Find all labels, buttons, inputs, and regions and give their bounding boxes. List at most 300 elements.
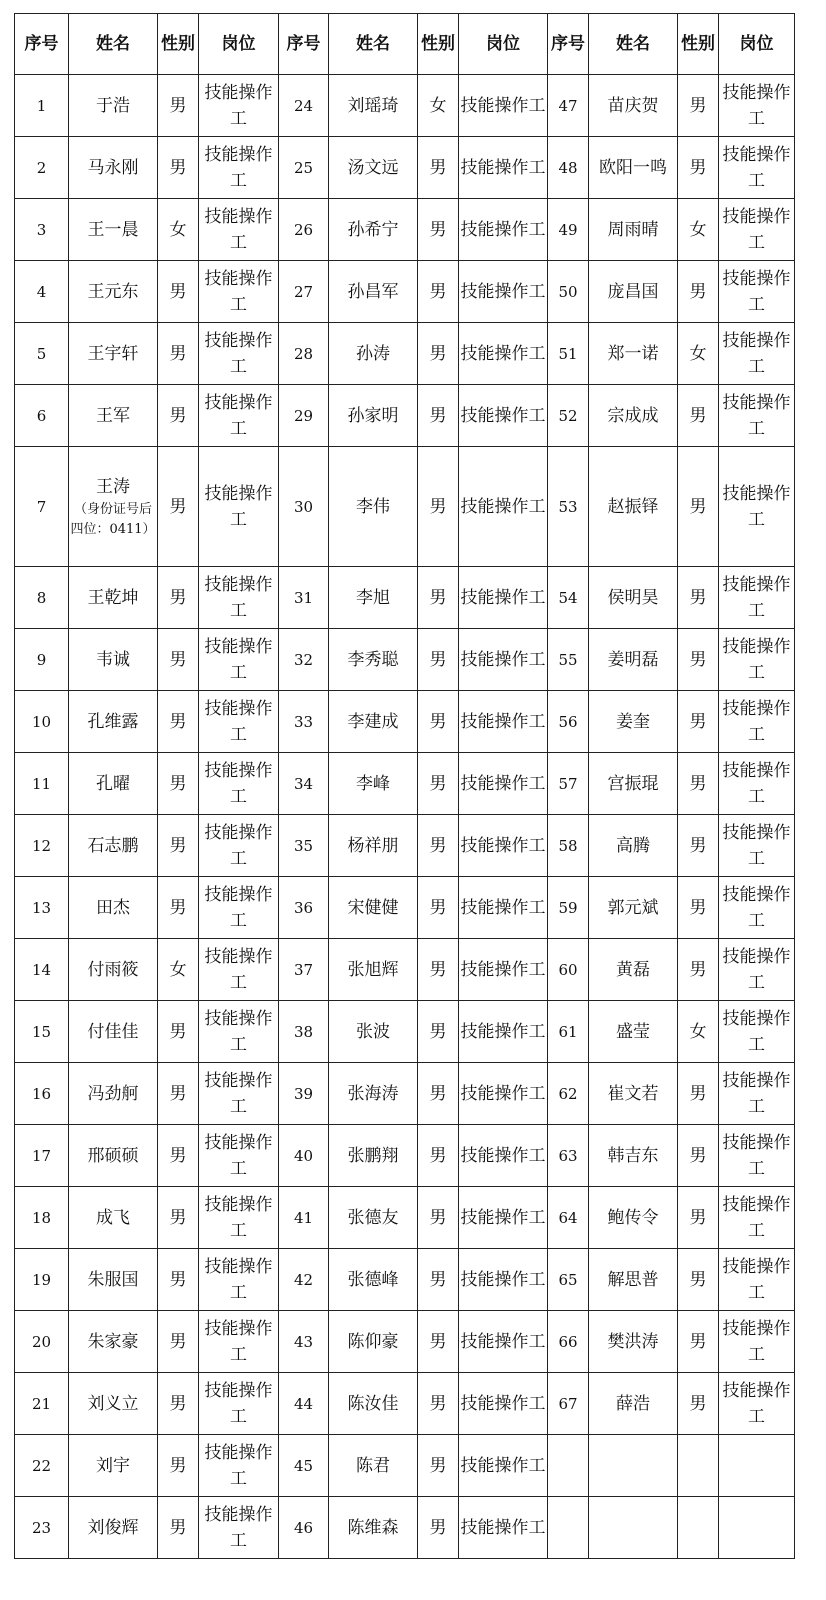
cell-gender: 男 [158,447,199,567]
cell-post: 技能操作工 [199,1125,279,1187]
roster-table [14,13,795,1559]
person-name: 王涛 [96,476,130,497]
cell-index: 6 [15,385,69,447]
cell-index: 41 [279,1187,329,1249]
cell-index: 57 [548,753,589,815]
cell-gender: 男 [418,567,459,629]
cell-post: 技能操作工 [199,1373,279,1435]
cell-post: 技能操作工 [199,1311,279,1373]
cell-post: 技能操作工 [459,199,548,261]
cell-index: 67 [548,1373,589,1435]
cell-gender: 男 [158,75,199,137]
table-row [15,815,795,877]
cell-post: 技能操作工 [459,877,548,939]
cell-index: 51 [548,323,589,385]
cell-index: 40 [279,1125,329,1187]
header-name: 姓名 [69,14,158,75]
cell-index: 10 [15,691,69,753]
cell-name: 刘宇 [69,1435,158,1497]
cell-gender: 男 [418,1311,459,1373]
cell-name: 陈仰豪 [329,1311,418,1373]
cell-name: 苗庆贺 [589,75,678,137]
cell-index: 37 [279,939,329,1001]
cell-name: 邢硕硕 [69,1125,158,1187]
cell-post: 技能操作工 [199,1497,279,1559]
cell-name: 王宇轩 [69,323,158,385]
cell-index: 65 [548,1249,589,1311]
cell-index: 66 [548,1311,589,1373]
cell-gender: 男 [158,877,199,939]
cell-index: 64 [548,1187,589,1249]
table-row [15,323,795,385]
cell-gender: 男 [678,1125,719,1187]
cell-post: 技能操作工 [719,1373,795,1435]
cell-index: 49 [548,199,589,261]
cell-name: 王军 [69,385,158,447]
table-row [15,1063,795,1125]
cell-index: 19 [15,1249,69,1311]
cell-name: 孙希宁 [329,199,418,261]
cell-index: 22 [15,1435,69,1497]
empty-cell [719,1497,795,1559]
cell-post: 技能操作工 [719,1063,795,1125]
cell-name: 孙昌军 [329,261,418,323]
table-row [15,939,795,1001]
cell-name: 周雨晴 [589,199,678,261]
cell-index: 60 [548,939,589,1001]
header-index: 序号 [15,14,69,75]
cell-index: 43 [279,1311,329,1373]
cell-name: 侯明昊 [589,567,678,629]
cell-index: 21 [15,1373,69,1435]
cell-gender: 男 [158,1125,199,1187]
cell-post: 技能操作工 [719,939,795,1001]
cell-index: 53 [548,447,589,567]
table-row [15,1311,795,1373]
cell-name: 宫振琨 [589,753,678,815]
table-row [15,75,795,137]
cell-post: 技能操作工 [459,939,548,1001]
table-row [15,1249,795,1311]
cell-index: 16 [15,1063,69,1125]
cell-name: 李秀聪 [329,629,418,691]
cell-name: 马永刚 [69,137,158,199]
cell-gender: 男 [418,1063,459,1125]
cell-index: 31 [279,567,329,629]
cell-gender: 女 [158,939,199,1001]
cell-gender: 女 [418,75,459,137]
header-index: 序号 [548,14,589,75]
cell-index: 12 [15,815,69,877]
cell-post: 技能操作工 [199,1063,279,1125]
cell-gender: 女 [158,199,199,261]
cell-gender: 男 [158,1311,199,1373]
empty-cell [548,1497,589,1559]
cell-post: 技能操作工 [199,939,279,1001]
cell-name: 孙家明 [329,385,418,447]
header-gender: 性别 [158,14,199,75]
cell-gender: 男 [678,137,719,199]
cell-name: 陈君 [329,1435,418,1497]
cell-gender: 男 [678,1311,719,1373]
cell-post: 技能操作工 [199,1001,279,1063]
table-row [15,567,795,629]
cell-post: 技能操作工 [199,261,279,323]
cell-name: 张德友 [329,1187,418,1249]
cell-post: 技能操作工 [719,1125,795,1187]
cell-post: 技能操作工 [719,1249,795,1311]
empty-cell [589,1435,678,1497]
cell-index: 35 [279,815,329,877]
cell-name: 宋健健 [329,877,418,939]
cell-post: 技能操作工 [199,691,279,753]
cell-index: 5 [15,323,69,385]
table-row [15,385,795,447]
cell-post: 技能操作工 [719,753,795,815]
table-row [15,137,795,199]
cell-name: 于浩 [69,75,158,137]
cell-gender: 男 [418,1187,459,1249]
cell-name: 郑一诺 [589,323,678,385]
cell-post: 技能操作工 [459,629,548,691]
cell-post: 技能操作工 [719,815,795,877]
cell-gender: 男 [158,385,199,447]
cell-post: 技能操作工 [459,75,548,137]
cell-name: 韦诚 [69,629,158,691]
cell-gender: 男 [158,753,199,815]
cell-post: 技能操作工 [199,815,279,877]
table-row [15,1125,795,1187]
cell-gender: 男 [158,1249,199,1311]
cell-index: 3 [15,199,69,261]
cell-post: 技能操作工 [459,1249,548,1311]
cell-index: 63 [548,1125,589,1187]
cell-post: 技能操作工 [459,567,548,629]
cell-name: 刘瑶琦 [329,75,418,137]
roster-body [15,75,795,1559]
cell-gender: 男 [678,385,719,447]
id-note: （身份证号后四位：0411） [70,501,156,537]
cell-name: 汤文远 [329,137,418,199]
cell-name: 姜明磊 [589,629,678,691]
cell-index: 54 [548,567,589,629]
cell-post: 技能操作工 [719,567,795,629]
cell-index: 28 [279,323,329,385]
cell-post: 技能操作工 [199,877,279,939]
cell-gender: 男 [678,1063,719,1125]
cell-index: 58 [548,815,589,877]
cell-gender: 女 [678,323,719,385]
cell-gender: 男 [418,629,459,691]
cell-post: 技能操作工 [719,691,795,753]
table-row [15,629,795,691]
cell-gender: 男 [158,1001,199,1063]
cell-post: 技能操作工 [719,385,795,447]
cell-post: 技能操作工 [719,447,795,567]
cell-name: 樊洪涛 [589,1311,678,1373]
cell-post: 技能操作工 [199,753,279,815]
cell-index: 62 [548,1063,589,1125]
cell-name [69,447,158,567]
cell-post: 技能操作工 [199,1187,279,1249]
cell-index: 61 [548,1001,589,1063]
empty-cell [589,1497,678,1559]
cell-name: 朱服国 [69,1249,158,1311]
cell-gender: 男 [678,567,719,629]
empty-cell [678,1497,719,1559]
cell-name: 郭元斌 [589,877,678,939]
cell-index: 4 [15,261,69,323]
cell-index: 46 [279,1497,329,1559]
cell-post: 技能操作工 [459,1063,548,1125]
cell-index: 1 [15,75,69,137]
cell-index: 15 [15,1001,69,1063]
cell-gender: 男 [418,753,459,815]
cell-post: 技能操作工 [199,447,279,567]
cell-name: 孔曜 [69,753,158,815]
cell-post: 技能操作工 [459,1435,548,1497]
cell-name: 王元东 [69,261,158,323]
cell-index: 7 [15,447,69,567]
cell-post: 技能操作工 [459,1125,548,1187]
cell-gender: 男 [678,75,719,137]
cell-post: 技能操作工 [719,137,795,199]
cell-gender: 男 [158,567,199,629]
cell-index: 25 [279,137,329,199]
cell-gender: 男 [678,1249,719,1311]
cell-name: 张鹏翔 [329,1125,418,1187]
cell-name: 陈汝佳 [329,1373,418,1435]
cell-index: 27 [279,261,329,323]
cell-gender: 男 [158,629,199,691]
cell-gender: 男 [158,1497,199,1559]
cell-gender: 男 [418,1435,459,1497]
empty-cell [548,1435,589,1497]
cell-post: 技能操作工 [459,1311,548,1373]
cell-post: 技能操作工 [199,1249,279,1311]
cell-post: 技能操作工 [459,1001,548,1063]
cell-post: 技能操作工 [459,691,548,753]
table-row [15,1373,795,1435]
header-name: 姓名 [589,14,678,75]
cell-name: 石志鹏 [69,815,158,877]
cell-name: 张德峰 [329,1249,418,1311]
cell-name: 成飞 [69,1187,158,1249]
cell-gender: 男 [678,261,719,323]
header-post: 岗位 [459,14,548,75]
cell-gender: 男 [678,815,719,877]
cell-post: 技能操作工 [459,1497,548,1559]
cell-gender: 男 [418,1249,459,1311]
cell-post: 技能操作工 [459,323,548,385]
cell-name: 李伟 [329,447,418,567]
cell-name: 李旭 [329,567,418,629]
cell-name: 朱家豪 [69,1311,158,1373]
header-post: 岗位 [719,14,795,75]
cell-index: 17 [15,1125,69,1187]
cell-name: 鲍传令 [589,1187,678,1249]
cell-gender: 男 [678,1373,719,1435]
cell-index: 47 [548,75,589,137]
cell-post: 技能操作工 [719,1187,795,1249]
cell-index: 2 [15,137,69,199]
cell-gender: 男 [678,1187,719,1249]
table-row [15,691,795,753]
cell-name: 薛浩 [589,1373,678,1435]
cell-name: 田杰 [69,877,158,939]
cell-gender: 男 [678,447,719,567]
cell-post: 技能操作工 [459,447,548,567]
cell-post: 技能操作工 [199,385,279,447]
cell-index: 30 [279,447,329,567]
cell-post: 技能操作工 [719,877,795,939]
cell-name: 黄磊 [589,939,678,1001]
cell-gender: 女 [678,1001,719,1063]
cell-gender: 男 [418,939,459,1001]
cell-post: 技能操作工 [459,261,548,323]
cell-index: 56 [548,691,589,753]
cell-name: 王一晨 [69,199,158,261]
cell-gender: 男 [158,261,199,323]
cell-gender: 男 [418,261,459,323]
cell-post: 技能操作工 [719,629,795,691]
empty-cell [678,1435,719,1497]
cell-index: 50 [548,261,589,323]
header-index: 序号 [279,14,329,75]
cell-gender: 男 [678,877,719,939]
cell-gender: 男 [418,691,459,753]
cell-post: 技能操作工 [719,1001,795,1063]
table-row [15,753,795,815]
cell-index: 8 [15,567,69,629]
cell-index: 55 [548,629,589,691]
cell-gender: 男 [158,1063,199,1125]
cell-post: 技能操作工 [199,137,279,199]
cell-index: 18 [15,1187,69,1249]
cell-name: 孙涛 [329,323,418,385]
cell-name: 冯劲舸 [69,1063,158,1125]
cell-name: 孔维露 [69,691,158,753]
cell-index: 59 [548,877,589,939]
cell-index: 23 [15,1497,69,1559]
cell-name: 李建成 [329,691,418,753]
cell-index: 32 [279,629,329,691]
cell-name: 刘义立 [69,1373,158,1435]
cell-post: 技能操作工 [459,1187,548,1249]
cell-gender: 男 [678,691,719,753]
cell-gender: 男 [418,1373,459,1435]
cell-gender: 男 [418,877,459,939]
cell-index: 39 [279,1063,329,1125]
cell-post: 技能操作工 [459,1373,548,1435]
cell-post: 技能操作工 [199,323,279,385]
table-row [15,877,795,939]
header-row [15,14,795,75]
header-gender: 性别 [678,14,719,75]
cell-index: 44 [279,1373,329,1435]
cell-index: 36 [279,877,329,939]
cell-post: 技能操作工 [719,261,795,323]
cell-index: 11 [15,753,69,815]
cell-gender: 男 [158,1373,199,1435]
cell-name: 解思普 [589,1249,678,1311]
cell-index: 13 [15,877,69,939]
cell-name: 欧阳一鸣 [589,137,678,199]
cell-index: 42 [279,1249,329,1311]
cell-gender: 男 [158,1187,199,1249]
cell-name: 盛莹 [589,1001,678,1063]
cell-gender: 男 [418,815,459,877]
cell-name: 张旭辉 [329,939,418,1001]
cell-index: 45 [279,1435,329,1497]
cell-gender: 女 [678,199,719,261]
cell-name: 刘俊辉 [69,1497,158,1559]
cell-index: 34 [279,753,329,815]
cell-name: 张海涛 [329,1063,418,1125]
header-gender: 性别 [418,14,459,75]
cell-gender: 男 [418,323,459,385]
cell-gender: 男 [678,753,719,815]
cell-gender: 男 [418,137,459,199]
cell-post: 技能操作工 [459,137,548,199]
table-row [15,1435,795,1497]
cell-index: 48 [548,137,589,199]
cell-index: 26 [279,199,329,261]
cell-gender: 男 [418,1497,459,1559]
table-row [15,1497,795,1559]
cell-post: 技能操作工 [459,815,548,877]
cell-index: 24 [279,75,329,137]
cell-gender: 男 [678,939,719,1001]
cell-gender: 男 [158,137,199,199]
cell-name: 姜奎 [589,691,678,753]
cell-gender: 男 [418,199,459,261]
cell-name: 庞昌国 [589,261,678,323]
cell-name: 张波 [329,1001,418,1063]
cell-post: 技能操作工 [719,1311,795,1373]
cell-gender: 男 [418,385,459,447]
header-post: 岗位 [199,14,279,75]
header-name: 姓名 [329,14,418,75]
cell-gender: 男 [418,447,459,567]
cell-post: 技能操作工 [199,1435,279,1497]
cell-post: 技能操作工 [199,75,279,137]
cell-post: 技能操作工 [719,199,795,261]
cell-post: 技能操作工 [719,75,795,137]
cell-name: 杨祥朋 [329,815,418,877]
cell-post: 技能操作工 [459,753,548,815]
cell-index: 29 [279,385,329,447]
cell-name: 高腾 [589,815,678,877]
cell-name: 宗成成 [589,385,678,447]
table-row [15,1187,795,1249]
cell-gender: 男 [678,629,719,691]
cell-name: 赵振铎 [589,447,678,567]
cell-name: 韩吉东 [589,1125,678,1187]
table-row [15,1001,795,1063]
cell-index: 33 [279,691,329,753]
cell-name: 李峰 [329,753,418,815]
cell-gender: 男 [418,1125,459,1187]
cell-gender: 男 [158,691,199,753]
table-row [15,261,795,323]
cell-post: 技能操作工 [199,629,279,691]
cell-gender: 男 [158,815,199,877]
cell-gender: 男 [158,323,199,385]
cell-gender: 男 [418,1001,459,1063]
table-row [15,199,795,261]
empty-cell [719,1435,795,1497]
